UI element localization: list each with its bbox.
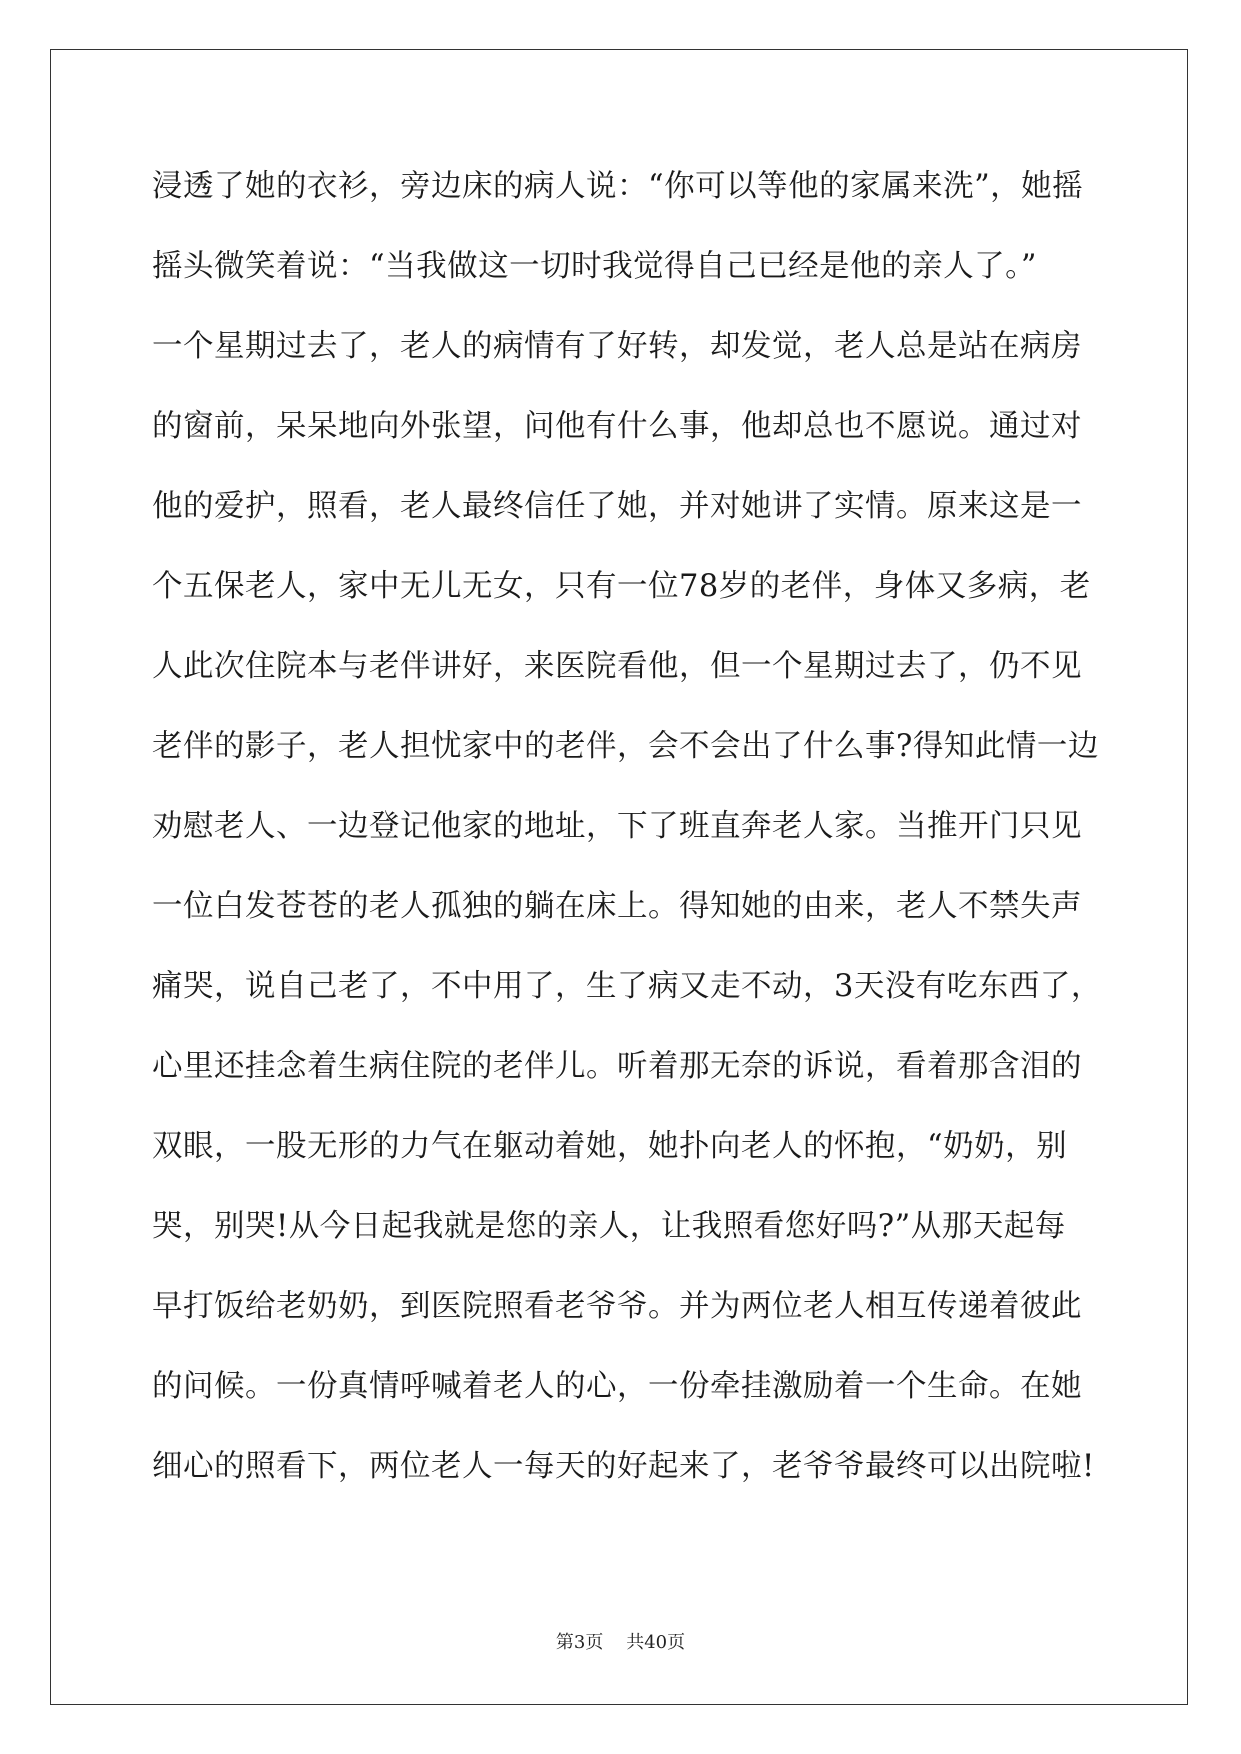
text-line: 人此次住院本与老伴讲好，来医院看他，但一个星期过去了，仍不见: [152, 649, 1082, 684]
document-body: [152, 160, 1102, 1520]
text-line: 劝慰老人、一边登记他家的地址，下了班直奔老人家。当推开门只见: [152, 809, 1082, 844]
text-line: 个五保老人，家中无儿无女，只有一位78岁的老伴，身体又多病，老: [152, 569, 1091, 604]
text-line: 痛哭，说自己老了，不中用了，生了病又走不动，3天没有吃东西了，: [152, 969, 1102, 1004]
text-line: 浸透了她的衣衫，旁边床的病人说：“你可以等他的家属来洗”，她摇: [152, 169, 1084, 204]
text-line: 他的爱护，照看，老人最终信任了她，并对她讲了实情。原来这是一: [152, 489, 1082, 524]
text-line: 早打饭给老奶奶，到医院照看老爷爷。并为两位老人相互传递着彼此: [152, 1289, 1082, 1324]
text-line: 心里还挂念着生病住院的老伴儿。听着那无奈的诉说，看着那含泪的: [152, 1049, 1082, 1084]
text-line: 的问候。一份真情呼喊着老人的心，一份牵挂激励着一个生命。在她: [152, 1369, 1082, 1404]
text-line: 摇头微笑着说：“当我做这一切时我觉得自己已经是他的亲人了。”: [152, 249, 1037, 284]
text-line: 细心的照看下，两位老人一每天的好起来了，老爷爷最终可以出院啦!: [152, 1449, 1095, 1484]
page-number-footer: 第3页 共40页: [555, 1632, 686, 1653]
text-line: 的窗前，呆呆地向外张望，问他有什么事，他却总也不愿说。通过对: [152, 409, 1082, 444]
text-line: 双眼，一股无形的力气在躯动着她，她扑向老人的怀抱，“奶奶，别: [152, 1129, 1068, 1164]
text-line: 一个星期过去了，老人的病情有了好转，却发觉，老人总是站在病房: [152, 329, 1082, 364]
text-line: 老伴的影子，老人担忧家中的老伴，会不会出了什么事?得知此情一边: [152, 729, 1099, 764]
text-line: 哭，别哭!从今日起我就是您的亲人，让我照看您好吗?”从那天起每: [152, 1209, 1066, 1244]
text-line: 一位白发苍苍的老人孤独的躺在床上。得知她的由来，老人不禁失声: [152, 889, 1082, 924]
